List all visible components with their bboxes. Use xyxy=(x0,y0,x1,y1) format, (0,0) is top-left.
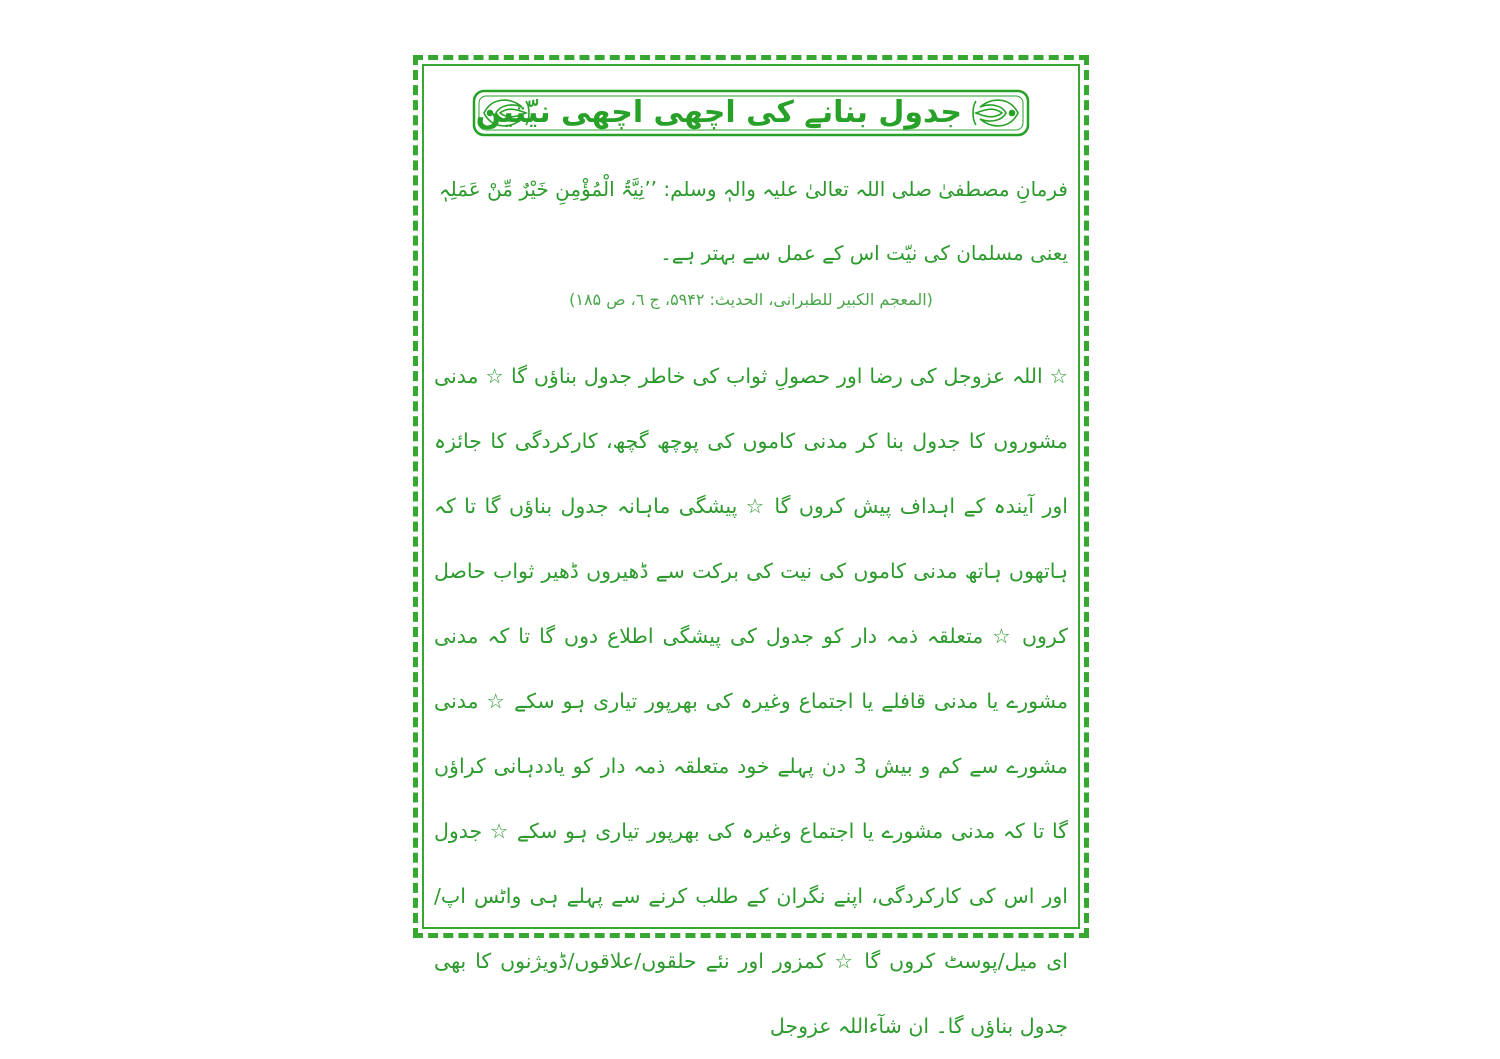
hadith-arabic-line: فرمانِ مصطفیٰ صلی اللہ تعالیٰ علیہ والہٖ وسلم: ’’نِیَّۃُ الْمُؤْمِنِ خَیْرٌ مِّنْ عَمَلِہٖ xyxy=(438,177,1068,201)
hadith-reference: (المعجم الکبیر للطبرانی، الحدیث: ۵۹۴۲، ج ٦، ص ۱۸۵) xyxy=(569,290,933,309)
title-banner xyxy=(470,87,1032,139)
content-area xyxy=(430,82,1072,1038)
hadith-translation-line: یعنی مسلمان کی نیّت اس کے عمل سے بہتر ہے۔ xyxy=(660,241,1068,265)
page-title: جدول بنانے کی اچھی اچھی نیّتیں xyxy=(475,95,962,130)
right-floral-ornament-icon xyxy=(973,100,1018,126)
intentions-paragraph: ☆ اللہ عزوجل کی رضا اور حصولِ ثواب کی خاطر جدول بناؤں گا ☆ مدنی مشوروں کا جدول بنا کر مدنی کاموں کی پوچھ گچھ، کارکردگی کا جائزہ اور آیندہ کے اہداف پیش کروں گا ☆ پیشگی ماہانہ جدول بناؤں گا تا کہ ہاتھوں ہاتھ مدنی کاموں کی نیت کی برکت سے ڈھیروں ڈھیر ثواب حاصل کروں ☆ متعلقہ ذمہ دار کو جدول کی پیشگی اطلاع دوں گا تا کہ مدنی مشورے یا مدنی قافلے یا اجتماع وغیرہ کی بھرپور تیاری ہو سکے ☆ مدنی مشورے سے کم و بیش 3 دن پہلے خود متعلقہ ذمہ دار کو یاددہانی کراؤں گا تا کہ مدنی مشورے یا اجتماع وغیرہ کی بھرپور تیاری ہو سکے ☆ جدول اور اس کی کارکردگی، اپنے نگران کے طلب کرنے سے پہلے ہی واٹس اپ/ای میل/پوسٹ کروں گا ☆ کمزور اور نئے حلقوں/علاقوں/ڈویژنوں کا بھی جدول بناؤں گا۔ ان شآءاللہ عزوجل xyxy=(434,364,1068,1038)
